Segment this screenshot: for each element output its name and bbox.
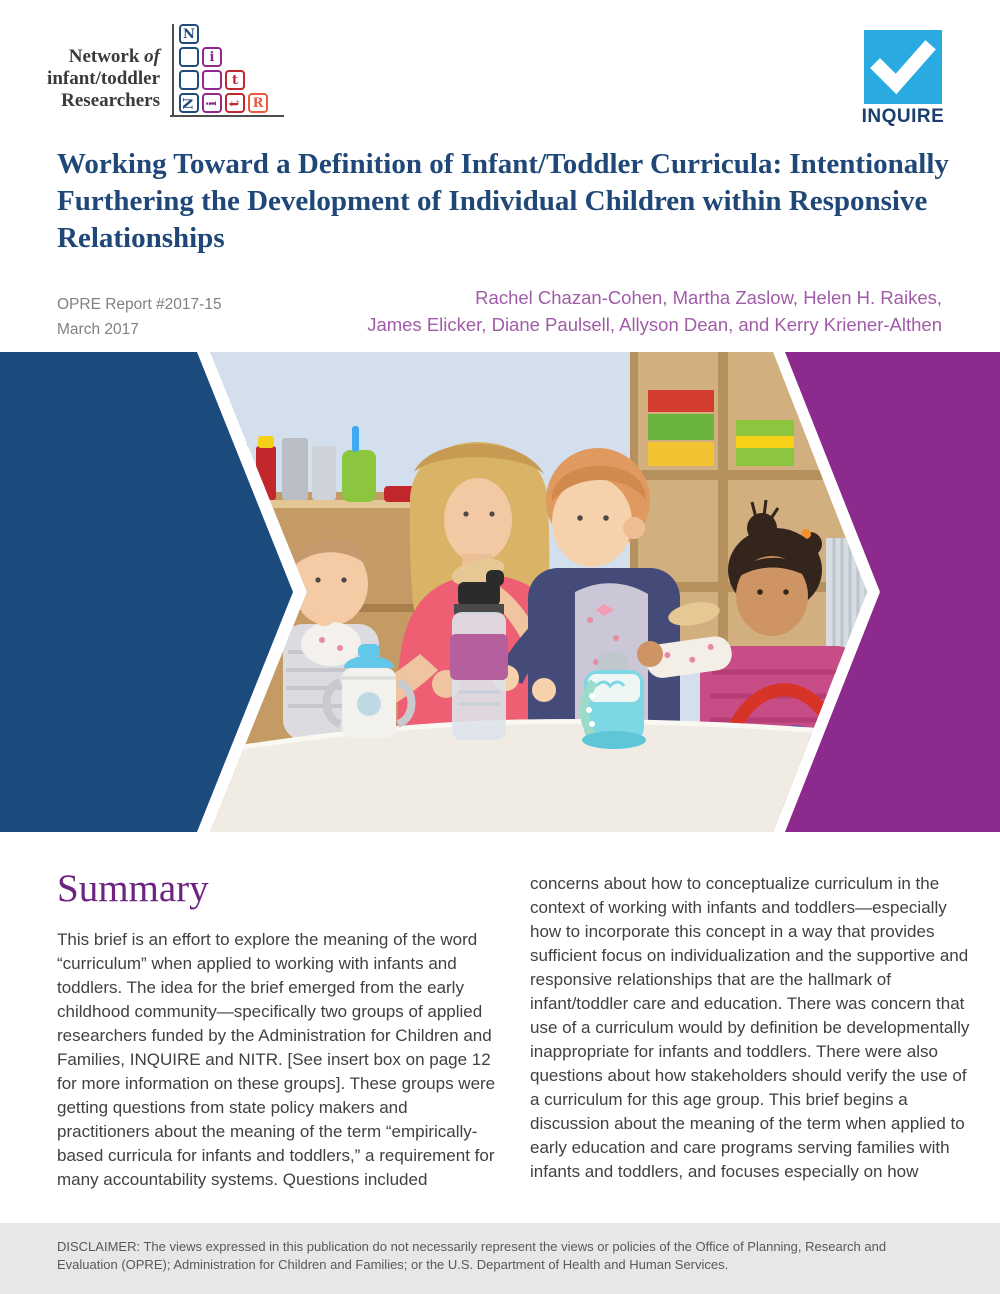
summary-heading: Summary — [57, 867, 209, 910]
block-letter-t-rotated: t — [225, 93, 245, 113]
nitr-word-network: Network — [68, 46, 140, 67]
report-date: March 2017 — [57, 321, 139, 338]
block-letter-t: t — [225, 70, 245, 90]
report-number: OPRE Report #2017-15 — [57, 296, 222, 313]
nitr-logo-line2: infant/toddler — [47, 68, 160, 89]
nitr-logo-line3: Researchers — [61, 90, 160, 111]
authors-line1: Rachel Chazan-Cohen, Martha Zaslow, Helen H. Raikes, — [475, 287, 942, 308]
cover-photo-illustration — [200, 352, 890, 832]
photo-water-bottle — [450, 570, 508, 740]
nitr-blocks-icon — [179, 24, 279, 116]
cover-photo-band — [0, 352, 1000, 832]
disclaimer-text: DISCLAIMER: The views expressed in this publication do not necessarily represent the views or policies of the Office of Planning, Research and Evaluation (OPRE); Administration for Children and Families; or the U.S. Department of Health and Human Services. — [57, 1239, 887, 1272]
footer-disclaimer-bar — [0, 1223, 1000, 1294]
inquire-logo-label: INQUIRE — [861, 106, 945, 127]
block-letter-r: R — [248, 93, 268, 113]
nitr-word-of: of — [144, 46, 160, 67]
authors — [222, 284, 942, 338]
block-blank — [179, 47, 199, 67]
authors-line2: James Elicker, Diane Paulsell, Allyson Dean, and Kerry Kriener-Althen — [367, 314, 942, 335]
summary-column-2: concerns about how to conceptualize curriculum in the context of working with infants and toddlers—especially how to incorporate this concept in a way that provides sufficient focus on individualization and the supportive and responsive relationships that are the hallmark of infant/toddler care and education. There was concern that use of a curriculum would by definition be developmentally inappropriate for infants and toddlers. There were also questions about how stakeholders should verify the use of a curriculum for this age group. This brief begins a discussion about the meaning of the term when applied to early education and care programs serving families with infants and toddlers, and focuses especially on how — [530, 874, 970, 1181]
inquire-logo — [864, 30, 942, 104]
report-title: Working Toward a Definition of Infant/Toddler Curricula: Intentionally Furthering the Development of Individual Children within Responsive Relationships — [57, 148, 949, 254]
report-meta — [57, 292, 222, 342]
block-blank — [202, 70, 222, 90]
summary-column-1: This brief is an effort to explore the meaning of the word “curriculum” when applied to working with infants and toddlers. The idea for the brief emerged from the early childhood community—specifically two groups of applied researchers funded by the Administration for Children and Families, INQUIRE and NITR. [See insert box on page 12 for more information on these groups]. These groups were getting questions from state policy makers and practitioners about the meaning of the term “empirically-based curricula for infants and toddlers,” a requirement for many accountability systems. Questions included — [57, 930, 496, 1189]
block-letter-i-rotated: i — [202, 93, 222, 113]
nitr-logo-text — [40, 46, 160, 112]
nitr-logo-line1 — [40, 46, 160, 68]
block-blank — [179, 70, 199, 90]
block-letter-n: N — [179, 24, 199, 44]
inquire-checkmark-icon — [864, 30, 942, 104]
nitr-logo-vertical-rule — [172, 24, 174, 116]
block-letter-i: i — [202, 47, 222, 67]
block-letter-n-rotated: N — [179, 93, 199, 113]
